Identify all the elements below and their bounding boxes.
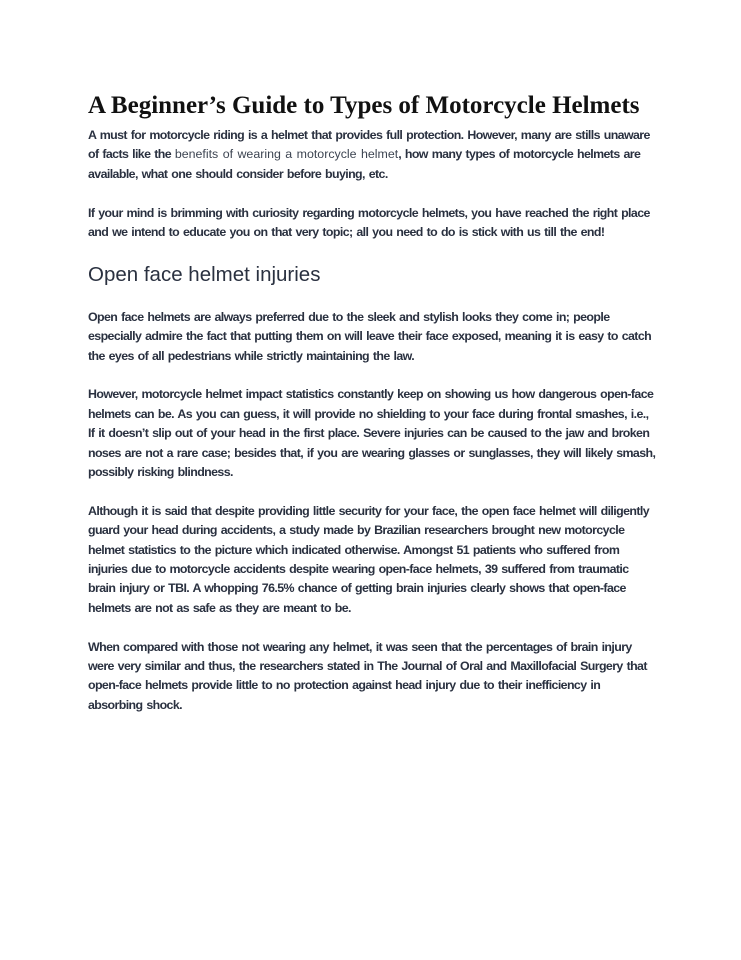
intro-paragraph [88,126,658,184]
document-content [88,90,658,735]
section-paragraph-4: When compared with those not wearing any helmet, it was seen that the percentages of brain injury were very similar and thus, the researchers stated in The Journal of Oral and Maxillofacial Surgery that open-face helmets provide little to no protection against head injury due to their inefficiency in absorbing shock. [88,639,647,712]
section-heading: Open face helmet injuries [88,262,321,286]
section-paragraph-1: Open face helmets are always preferred due to the sleek and stylish looks they come in; people especially admire the fact that putting them on will leave their face exposed, meaning it is easy to catch the eyes of all pedestrians while strictly maintaining the law. [88,309,652,363]
intro-text-start: A must for motorcycle riding is a helmet that provides full protection. However, many are stills unaware of facts like the [88,128,650,162]
benefits-link[interactable]: benefits of wearing a motorcycle helmet [174,147,399,162]
section-paragraph-3: Although it is said that despite providing little security for your face, the open face helmet will diligently guard your head during accidents, a study made by Brazilian researchers brought new motorcycle helmet statistics to the picture which indicated otherwise. Amongst 51 patients who suffered from injuries due to motorcycle accidents despite wearing open-face helmets, 39 suffered from traumatic brain injury or TBI. A whopping 76.5% chance of getting brain injuries clearly shows that open-face helmets are not as safe as they are meant to be. [88,503,649,615]
document-title: A Beginner’s Guide to Types of Motorcycle Helmets [88,92,640,119]
intro-text-end: , how many types of motorcycle helmets are available, what one should consider before buying, etc. [88,147,641,181]
curiosity-paragraph: If your mind is brimming with curiosity regarding motorcycle helmets, you have reached the right place and we intend to educate you on that very topic; all you need to do is stick with us till the end! [88,205,650,240]
section-paragraph-2: However, motorcycle helmet impact statistics constantly keep on showing us how dangerous open-face helmets can be. As you can guess, it will provide no shielding to your face during frontal smashes, i.e., If it doesn’t slip out of your head in the first place. Severe injuries can be caused to the jaw and broken noses are not a rare case; besides that, if you are wearing glasses or sunglasses, they will likely smash, possibly risking blindness. [88,387,656,480]
